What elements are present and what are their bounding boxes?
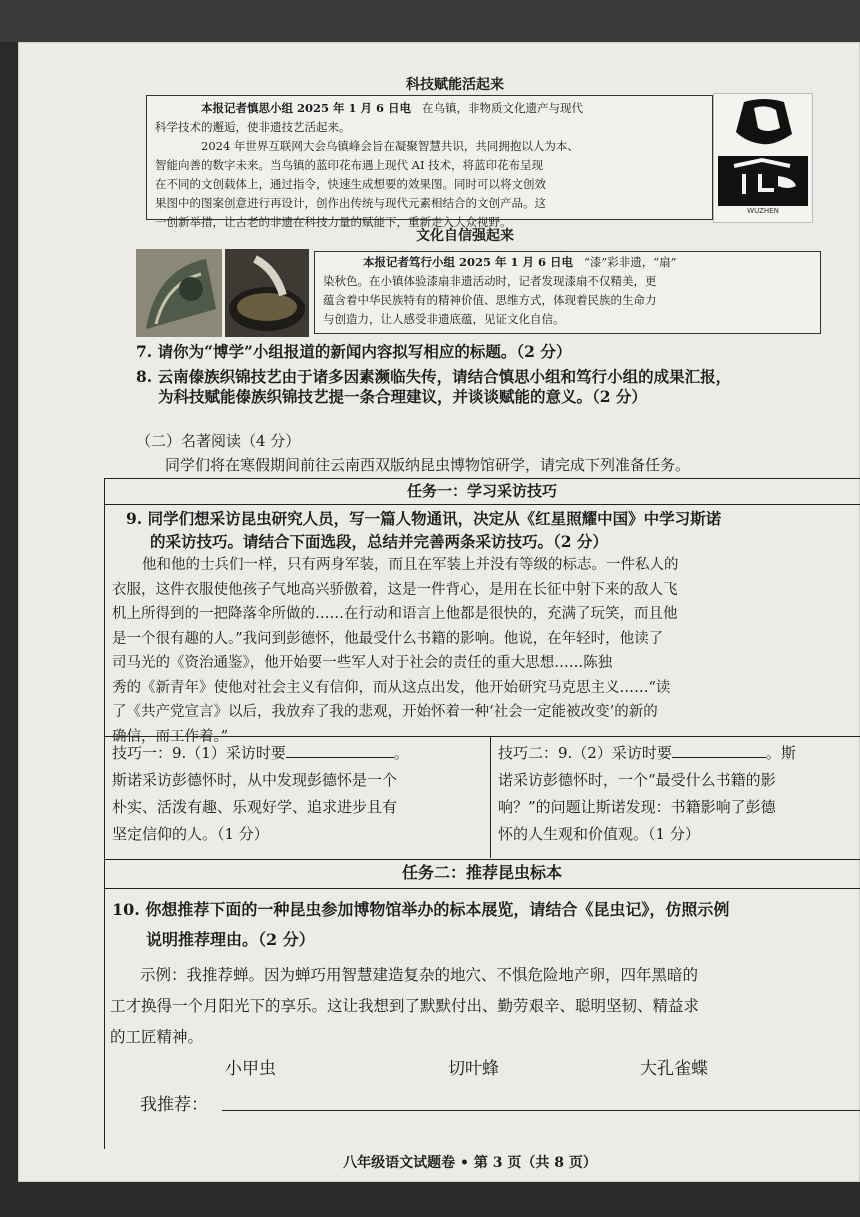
article1-line7: 一创新举措，让古老的非遗在科技力量的赋能下，重新走入大众视野。 <box>155 215 512 229</box>
tip2-line4: 怀的人生观和价值观。（1 分） <box>498 825 700 843</box>
tip1-answer-blank[interactable] <box>286 757 394 758</box>
excerpt-line: 秀的《新青年》使他对社会主义有信仰，而从这点出发，他开始研究马克思主义……“读 <box>112 679 671 696</box>
question-9-line2: 的采访技巧。请结合下面选段，总结并完善两条采访技巧。（2 分） <box>150 532 608 551</box>
article1-line6: 果图中的图案创意进行再设计，创作出传统与现代元素相结合的文创产品。这 <box>155 196 546 210</box>
article1-line3: 2024 年世界互联网大会乌镇峰会旨在凝聚智慧共识，共同拥抱以人为本、 <box>201 139 579 153</box>
recommend-answer-line[interactable] <box>222 1110 860 1111</box>
tip2-label: 技巧二：9.（2）采访时要 <box>498 744 672 762</box>
question-8-line2: 为科技赋能傣族织锦技艺提一条合理建议，并谈谈赋能的意义。（2 分） <box>158 387 647 406</box>
article1-title: 科技赋能活起来 <box>406 77 504 93</box>
section-heading: （二）名著阅读（4 分） <box>136 432 301 450</box>
lacquer-dipping-photo <box>225 249 309 337</box>
task1-header: 任务一：学习采访技巧 <box>406 482 557 500</box>
article2-line4: 与创造力，让人感受非遗底蕴，见证文化自信。 <box>323 312 565 326</box>
article1-line2: 科学技术的邂逅，使非遗技艺活起来。 <box>155 120 351 134</box>
excerpt-line: 了《共产党宣言》以后，我放弃了我的悲观，开始怀着一种‘社会一定能被改变’的新的 <box>112 704 658 720</box>
example-line: 工才换得一个月阳光下的享乐。这让我想到了默默付出、勤劳艰辛、聪明坚韧、精益求 <box>110 997 700 1015</box>
excerpt-line: 机上所得到的一把降落伞所做的……在行动和语言上他都是很快的，充满了玩笑，而且他 <box>112 606 678 622</box>
tip1-line4: 坚定信仰的人。（1 分） <box>112 825 269 843</box>
photo-background-bottom <box>0 1182 860 1217</box>
tip1-label: 技巧一：9.（1）采访时要 <box>112 744 286 762</box>
tip1-line3: 朴实、活泼有趣、乐观好学、追求进步且有 <box>112 798 398 816</box>
task1-header-row <box>104 478 860 505</box>
article2-title: 文化自信强起来 <box>416 228 514 244</box>
option-leafcutter-bee: 切叶蜂 <box>448 1059 499 1079</box>
excerpt-line: 他和他的士兵们一样，只有两身军装，而且在军装上并没有等级的标志。一件私人的 <box>142 557 679 573</box>
article1-box <box>146 95 713 229</box>
wuzhen-logo-image <box>713 93 813 223</box>
excerpt-passage <box>112 553 857 749</box>
option-beetle: 小甲虫 <box>225 1059 276 1079</box>
article2-dateline: 本报记者笃行小组 2025 年 1 月 6 日电 <box>363 255 574 269</box>
example-line: 示例：我推荐蝉。因为蝉巧用智慧建造复杂的地穴、不惧危险地产卵，四年黑暗的 <box>140 966 699 984</box>
question-8-line1: 8. 云南傣族织锦技艺由于诸多因素濒临失传，请结合慎思小组和笃行小组的成果汇报， <box>136 367 732 386</box>
article1-line1: 在乌镇，非物质文化遗产与现代 <box>422 101 583 115</box>
photo-background-top <box>0 0 860 42</box>
tip2-period: 。斯 <box>765 744 796 762</box>
article2-line3: 蕴含着中华民族特有的精神价值、思维方式，体现着民族的生命力 <box>323 293 657 307</box>
article2-line1: “漆”彩非遗，“扇” <box>584 255 677 269</box>
tips-divider <box>490 736 491 858</box>
tip2-line3: 响？”的问题让斯诺发现：书籍影响了彭德 <box>498 798 776 816</box>
article2-box <box>314 251 821 334</box>
recommend-label: 我推荐： <box>140 1095 208 1115</box>
question-10-line2: 说明推荐理由。（2 分） <box>146 930 315 949</box>
question-10-line1: 10. 你想推荐下面的一种昆虫参加博物馆举办的标本展览，请结合《昆虫记》，仿照示例 <box>112 900 730 919</box>
article1-line4: 智能向善的数字未来。当乌镇的蓝印花布遇上现代 AI 技术，将蓝印花布呈现 <box>155 158 544 172</box>
section-intro: 同学们将在寒假期间前往云南西双版纳昆虫博物馆研学，请完成下列准备任务。 <box>165 456 691 474</box>
article1-line5: 在不同的文创载体上，通过指令，快速生成想要的效果图。同时可以将文创效 <box>155 177 546 191</box>
tip2-answer-blank[interactable] <box>672 757 766 758</box>
article2-line2: 染秋色。在小镇体验漆扇非遗活动时，记者发现漆扇不仅精美，更 <box>323 274 657 288</box>
tip1-line2: 斯诺采访彭德怀时，从中发现彭德怀是一个 <box>112 771 398 789</box>
tip1-cell <box>112 740 484 848</box>
lacquer-fan-photo <box>136 249 222 337</box>
option-peacock-moth: 大孔雀蝶 <box>640 1059 708 1079</box>
task2-header-row <box>104 858 860 889</box>
logo-caption: WUZHEN <box>747 207 779 215</box>
excerpt-line: 是一个很有趣的人。”我问到彭德怀，他最受什么书籍的影响。他说，在年轻时，他读了 <box>112 630 664 647</box>
excerpt-line: 确信，而工作着。” <box>112 728 229 745</box>
task2-header: 任务二：推荐昆虫标本 <box>401 863 562 882</box>
excerpt-line: 司马光的《资治通鉴》，他开始要一些军人对于社会的责任的重大思想……陈独 <box>112 655 613 671</box>
example-passage <box>110 960 860 1053</box>
question-7: 7. 请你为“博学”小组报道的新闻内容拟写相应的标题。（2 分） <box>136 342 572 361</box>
tip1-period: 。 <box>393 744 409 762</box>
tip2-line2: 诺采访彭德怀时，一个“最受什么书籍的影 <box>498 771 776 789</box>
example-line: 的工匠精神。 <box>110 1028 204 1046</box>
page-footer: 八年级语文试题卷 • 第 3 页（共 8 页） <box>343 1155 597 1171</box>
tip2-cell <box>498 740 860 848</box>
excerpt-line: 衣服，这件衣服使他孩子气地高兴骄傲着，这是一件背心，是用在长征中射下来的敌人飞 <box>112 581 678 598</box>
question-9-line1: 9. 同学们想采访昆虫研究人员，写一篇人物通讯，决定从《红星照耀中国》中学习斯诺 <box>126 509 722 528</box>
article1-dateline: 本报记者慎思小组 2025 年 1 月 6 日电 <box>201 101 412 115</box>
